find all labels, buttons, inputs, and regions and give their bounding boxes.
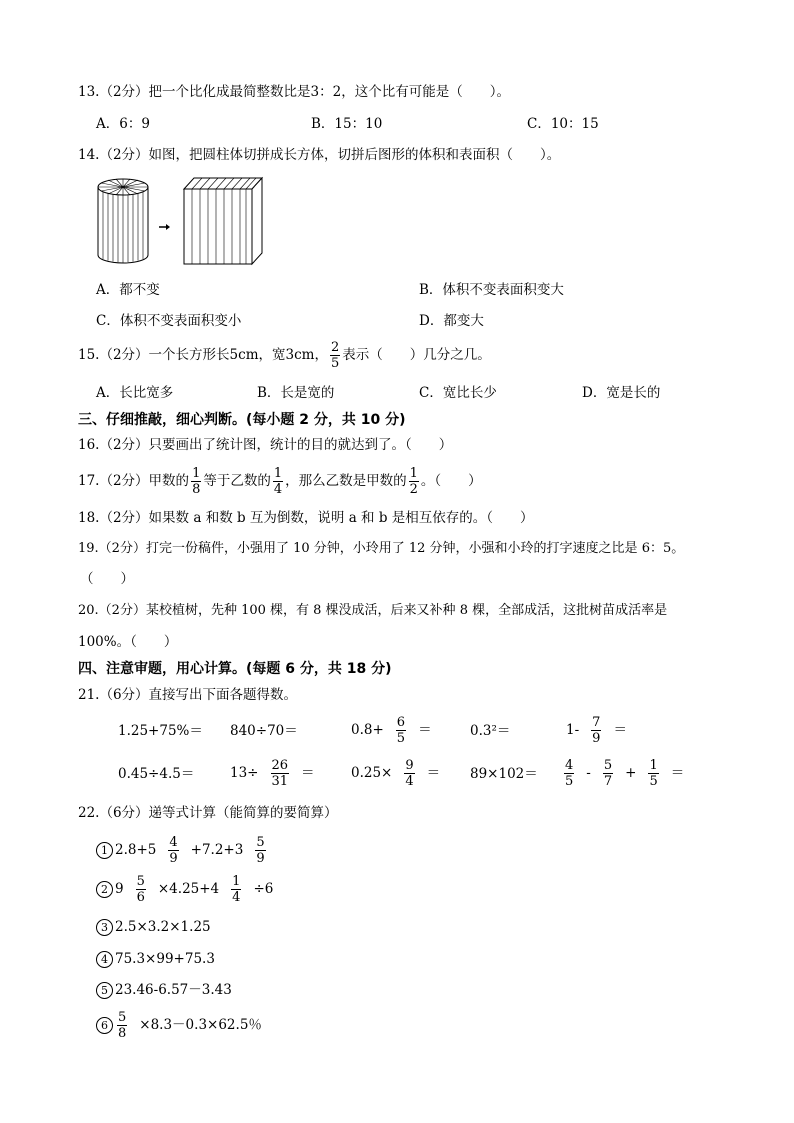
fraction: $\frac{1}{5}$	[649, 758, 658, 789]
q15-text: 15.（2分）一个长方形长5cm，宽3cm， $\frac{2}{5}$ 表示（ ）几分之几。	[78, 340, 491, 371]
arrow-right-icon	[159, 224, 170, 230]
q22-item-5: 5 23.46-6.57－3.43	[96, 981, 232, 999]
q14-option-d[interactable]: D．都变大	[419, 313, 484, 329]
q15-option-b[interactable]: B．长是宽的	[257, 385, 335, 401]
q21-item: 0.8+ $\frac{6}{5}$ ＝	[351, 715, 432, 746]
q15-option-a[interactable]: A．长比宽多	[96, 385, 174, 401]
q14-option-a[interactable]: A．都不变	[96, 282, 160, 298]
q13-text: 13.（2分）把一个比化成最简整数比是3：2，这个比有可能是（ ）。	[78, 84, 510, 100]
fraction: $\frac{5}{8}$	[118, 1010, 127, 1041]
q13-option-a[interactable]: A．6：9	[96, 116, 150, 132]
q15-option-d[interactable]: D．宽是长的	[582, 385, 661, 401]
q21-item: 0.45÷4.5＝	[118, 766, 195, 782]
fraction: $\frac{1}{2}$	[409, 466, 418, 497]
fraction: $\frac{5}{9}$	[256, 835, 265, 866]
section-3-heading: 三、仔细推敲，细心判断。(每小题 2 分，共 10 分)	[78, 412, 406, 428]
circled-number: 2	[96, 881, 113, 898]
q21-item: 0.25× $\frac{9}{4}$ ＝	[351, 758, 441, 789]
q21-item: 89×102＝	[470, 766, 538, 782]
q22-item-4: 4 75.3×99+75.3	[96, 950, 215, 968]
fraction: $\frac{4}{5}$	[565, 758, 574, 789]
q21-title: 21.（6分）直接写出下面各题得数。	[78, 687, 298, 703]
q19-text: 19.（2分）打完一份稿件，小强用了 10 分钟，小玲用了 12 分钟，小强和小玲的打字速度之比是 6：5。	[78, 541, 685, 556]
q17-text: 17.（2分）甲数的 $\frac{1}{8}$ 等于乙数的 $\frac{1}{4}$ ，那么乙数是甲数的 $\frac{1}{2}$ 。（ ）	[78, 466, 482, 497]
q21-item: 1.25+75%＝	[118, 723, 203, 739]
circled-number: 1	[96, 842, 113, 859]
circled-number: 5	[96, 982, 113, 999]
q16-text: 16.（2分）只要画出了统计图，统计的目的就达到了。（ ）	[78, 437, 453, 453]
q15-option-c[interactable]: C．宽比长少	[419, 385, 497, 401]
fraction: $\frac{7}{9}$	[592, 715, 601, 746]
q13-option-b[interactable]: B．15：10	[311, 116, 383, 132]
fraction: $\frac{6}{5}$	[396, 715, 406, 746]
fraction: $\frac{4}{9}$	[169, 835, 178, 866]
q21-item: 0.3²＝	[470, 723, 511, 739]
q19-answer-blank[interactable]: （ ）	[80, 571, 134, 587]
fraction: $\frac{2}{5}$	[330, 340, 340, 371]
circled-number: 4	[96, 951, 113, 968]
q22-item-3: 3 2.5×3.2×1.25	[96, 918, 211, 936]
q20-text: 20.（2分）某校植树，先种 100 棵，有 8 棵没成活，后来又补种 8 棵，全部成活，这批树苗成活率是	[78, 603, 668, 618]
q22-title: 22.（6分）递等式计算（能简算的要简算）	[78, 805, 338, 821]
section-4-heading: 四、注意审题，用心计算。(每题 6 分，共 18 分)	[78, 661, 392, 677]
fraction: $\frac{1}{8}$	[192, 466, 201, 497]
q21-item: 1- $\frac{7}{9}$ ＝	[566, 715, 627, 746]
fraction: $\frac{5}{6}$	[136, 874, 145, 905]
q14-text: 14.（2分）如图，把圆柱体切拼成长方体，切拼后图形的体积和表面积（ ）。	[78, 147, 561, 163]
cylinder-icon	[98, 179, 148, 263]
fraction: $\frac{1}{4}$	[273, 466, 283, 497]
fraction: $\frac{26}{31}$	[271, 758, 289, 789]
circled-number: 3	[96, 919, 113, 936]
q21-item: 840÷70＝	[230, 723, 298, 739]
q22-item-1: 1 2.8+5 $\frac{4}{9}$ +7.2+3 $\frac{5}{9}$	[96, 833, 268, 867]
q21-item: 13÷ $\frac{26}{31}$ ＝	[230, 758, 315, 789]
fraction: $\frac{1}{4}$	[232, 874, 241, 905]
q14-option-b[interactable]: B．体积不变表面积变大	[419, 282, 564, 298]
q22-item-6: 6 $\frac{5}{8}$ ×8.3－0.3×62.5％	[96, 1008, 262, 1042]
q22-item-2: 2 9 $\frac{5}{6}$ ×4.25+4 $\frac{1}{4}$ ÷6	[96, 872, 273, 906]
fraction: $\frac{9}{4}$	[405, 758, 414, 789]
q18-text: 18.（2分）如果数 a 和数 b 互为倒数，说明 a 和 b 是相互依存的。（ ）	[78, 510, 534, 526]
q13-option-c[interactable]: C．10：15	[527, 116, 599, 132]
q14-option-c[interactable]: C．体积不变表面积变小	[96, 313, 242, 329]
cylinder-to-cuboid-figure	[96, 175, 268, 267]
q20-text-cont: 100%。（ ）	[78, 634, 178, 650]
q21-item: $\frac{4}{5}$ - $\frac{5}{7}$ + $\frac{1}{5}$ ＝	[565, 758, 685, 789]
cuboid-icon	[184, 178, 262, 264]
fraction: $\frac{5}{7}$	[603, 758, 613, 789]
circled-number: 6	[96, 1017, 113, 1034]
